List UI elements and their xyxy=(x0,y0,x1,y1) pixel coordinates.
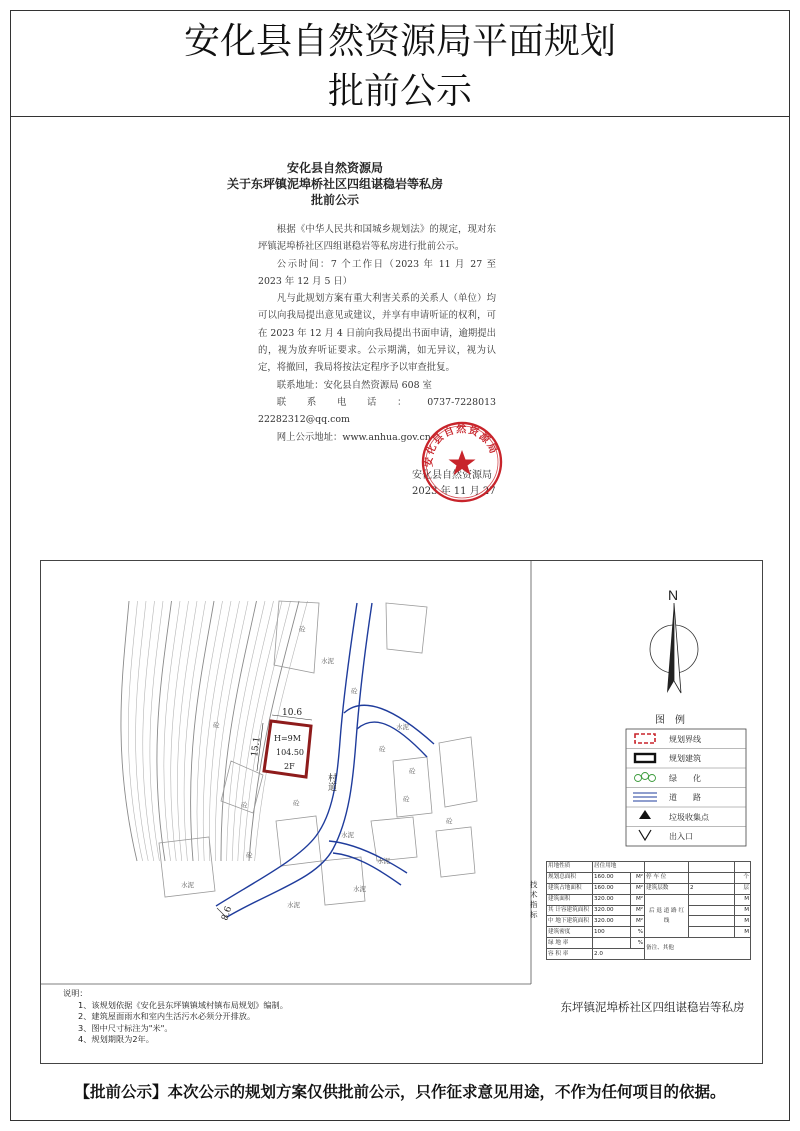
contour-line xyxy=(184,601,205,861)
map-label: 水泥 xyxy=(321,657,334,665)
notice-signature: 安化县自然资源局 xyxy=(412,470,492,481)
notice-rights-paragraph: 凡与此规划方案有重大利害关系的关系人（单位）均可以向我局提出意见或建议，并享有申请听证的权利，可在 2023 年 12 月 4 日前向我局提出书面申请，逾期提出的，视为放弃听证要求。公示期满，如无异议，视为认定，将撤回，我局将按法定程序予以审查批复。 xyxy=(258,293,496,374)
note-item: 4、规划期限为2年。 xyxy=(78,1034,154,1044)
greenery-circle xyxy=(649,775,656,782)
greenery-circle xyxy=(642,773,649,780)
table-cell: 320.00 xyxy=(593,894,631,905)
official-seal xyxy=(420,420,504,504)
existing-building xyxy=(436,827,475,877)
greenery-icon xyxy=(635,773,656,782)
notice-issuer: 安化县自然资源局 xyxy=(286,161,383,175)
legend-item-label: 规划界线 xyxy=(669,735,701,744)
legend-item-label: 道 路 xyxy=(669,793,701,802)
contour-line xyxy=(197,601,223,861)
map-label: 砼 xyxy=(379,745,386,753)
note-item: 1、该规划依据《安化县东坪镇镇域村镇布局规划》编制。 xyxy=(78,999,288,1010)
table-cell: M² xyxy=(631,894,645,905)
tech-indicators-table xyxy=(546,861,751,960)
north-arrow-icon xyxy=(650,587,698,693)
legend-title: 图 例 xyxy=(655,715,685,726)
table-cell: 160.00 xyxy=(593,883,631,894)
entrance-icon xyxy=(639,830,651,840)
building-floors-label: 2F xyxy=(284,762,295,771)
note-item: 2、建筑屋面雨水和室内生活污水必须分开排放。 xyxy=(78,1011,256,1021)
table-cell xyxy=(689,905,735,916)
map-label: 水泥 xyxy=(396,723,409,731)
map-label: 水泥 xyxy=(353,885,366,893)
table-cell: M xyxy=(735,905,751,916)
contour-line xyxy=(157,601,172,861)
table-row xyxy=(547,862,751,873)
existing-building xyxy=(393,757,432,817)
footer-disclaimer: 【批前公示】本次公示的规划方案仅供批前公示，只作征求意见用途，不作为任何项目的依据。 xyxy=(74,1082,726,1101)
road-icon xyxy=(633,793,657,801)
planning-boundary-icon xyxy=(635,734,655,743)
map-label: 砼 xyxy=(246,851,253,859)
table-cell: 2 xyxy=(689,883,735,894)
table-cell: 建筑层数 xyxy=(645,883,689,894)
notice-contact-address: 联系地址：安化县自然资源局 608 室 xyxy=(276,379,432,391)
table-cell: M² xyxy=(631,872,645,883)
map-label: 砼 xyxy=(409,767,416,775)
seal-star-icon xyxy=(449,450,476,475)
dimension-depth-label: 15.1 xyxy=(250,736,263,758)
contour-line xyxy=(209,601,239,861)
contour-line xyxy=(227,601,265,861)
map-label: 水泥 xyxy=(181,881,194,889)
seal-text-path: 安化县自然资源局 xyxy=(423,424,500,468)
table-cell: 用地性质 xyxy=(547,862,593,873)
table-cell: 100 xyxy=(593,927,631,938)
table-cell: 建筑占地面积 xyxy=(547,883,593,894)
table-cell: 建筑面积 xyxy=(547,894,593,905)
map-label: 水泥 xyxy=(287,901,300,909)
table-cell: 320.00 xyxy=(593,916,631,927)
table-cell: 320.00 xyxy=(593,905,631,916)
map-label: 砼 xyxy=(351,687,358,695)
north-arrow-half-light xyxy=(674,603,681,693)
legend-item-label: 垃圾收集点 xyxy=(669,813,709,822)
notice-body xyxy=(258,221,515,446)
table-cell xyxy=(645,862,689,873)
table-cell xyxy=(593,938,631,949)
notice-date: 2023 年 11 月 27 xyxy=(412,486,496,497)
map-label: 砼 xyxy=(213,721,220,729)
table-cell: M xyxy=(735,916,751,927)
header-divider xyxy=(10,116,790,117)
table-cell: 后 退 道 路 红 线 xyxy=(645,894,689,938)
map-label: 砼 xyxy=(241,801,248,809)
existing-buildings xyxy=(159,601,477,905)
table-cell: 层 xyxy=(735,883,751,894)
contour-line xyxy=(150,601,163,861)
existing-building xyxy=(439,737,477,807)
building-elevation-label: 104.50 xyxy=(276,748,304,757)
table-cell: 2.0 xyxy=(593,949,645,960)
table-cell: M² xyxy=(631,883,645,894)
legend xyxy=(626,729,746,846)
site-name: 东坪镇泥埠桥社区四组谌稳岩等私房 xyxy=(560,1000,745,1014)
lower-road-edge-upper xyxy=(329,841,407,873)
table-cell: 居住用地 xyxy=(593,862,645,873)
table-cell xyxy=(689,927,735,938)
lower-road-edge-lower xyxy=(333,853,401,885)
contour-line xyxy=(143,601,155,861)
branch-road-edge-lower xyxy=(357,722,427,757)
table-row xyxy=(547,894,751,905)
map-label: 砼 xyxy=(299,625,306,633)
table-cell: M xyxy=(735,894,751,905)
notice-period-paragraph: 公示时间：7 个工作日（2023 年 11 月 27 至 2023 年 12 月 5 日） xyxy=(258,258,496,287)
table-cell: 绿 地 率 xyxy=(547,938,593,949)
table-cell: 中 地下建筑面积 xyxy=(547,916,593,927)
contour-line xyxy=(121,601,137,861)
page-title: 安化县自然资源局平面规划 xyxy=(183,21,616,62)
notice-website: 网上公示地址：www.anhua.gov.cn xyxy=(276,431,431,443)
greenery-circle xyxy=(635,775,642,782)
existing-building xyxy=(386,603,427,653)
notes-title: 说明： xyxy=(63,988,88,998)
table-cell xyxy=(689,894,735,905)
table-cell: 规划总面积 xyxy=(547,872,593,883)
contour-line xyxy=(191,601,214,861)
notice-heading: 批前公示 xyxy=(310,193,359,207)
table-cell: % xyxy=(631,927,645,938)
note-item: 3、图中尺寸标注为"米"。 xyxy=(78,1022,173,1033)
table-cell: 停 车 位 xyxy=(645,872,689,883)
north-label: N xyxy=(668,587,679,603)
map-label: 砼 xyxy=(403,795,410,803)
dimension-road-label: 8.6 xyxy=(220,905,235,922)
table-cell: % xyxy=(631,938,645,949)
road-label: 村道 xyxy=(326,773,336,791)
table-cell: 其 计容建筑面积 xyxy=(547,905,593,916)
contour-line xyxy=(136,601,149,861)
planned-building-icon xyxy=(635,754,655,762)
table-cell: 建筑密度 xyxy=(547,927,593,938)
building-height-label: H=9M xyxy=(274,734,301,743)
contour-line xyxy=(221,601,257,861)
table-row xyxy=(547,883,751,894)
table-row xyxy=(547,872,751,883)
map-label: 砼 xyxy=(446,817,453,825)
table-cell xyxy=(735,862,751,873)
table-cell: 备注、其他 xyxy=(645,938,751,960)
map-label: 水泥 xyxy=(341,831,354,839)
table-cell xyxy=(689,916,735,927)
dimension-width-label: 10.6 xyxy=(282,708,303,718)
page-subtitle: 批前公示 xyxy=(327,71,472,112)
garbage-point-icon xyxy=(639,810,651,819)
legend-item-label: 绿 化 xyxy=(669,774,701,783)
map-label: 砼 xyxy=(293,799,300,807)
map-annotations xyxy=(181,624,453,909)
legend-item-label: 规划建筑 xyxy=(669,754,701,763)
plan-notes xyxy=(63,988,288,1046)
table-cell: 个 xyxy=(735,872,751,883)
table-cell: 容 积 率 xyxy=(547,949,593,960)
existing-building xyxy=(371,817,417,861)
notice-subject: 关于东坪镇泥埠桥社区四组谌稳岩等私房 xyxy=(226,177,443,191)
table-cell: 160.00 xyxy=(593,872,631,883)
map-label: 水泥 xyxy=(377,857,390,865)
notice-basis-paragraph: 根据《中华人民共和国城乡规划法》的规定，现对东坪镇泥埠桥社区四组谌稳岩等私房进行批前公示。 xyxy=(258,224,496,253)
table-cell: M² xyxy=(631,916,645,927)
table-cell xyxy=(689,862,735,873)
tech-indicators-label: 技术指标 xyxy=(530,880,538,919)
notice-contact-phone: 联系电话：0737-7228013 22282312@qq.com xyxy=(258,396,515,426)
table-row xyxy=(547,938,751,949)
existing-building xyxy=(321,857,365,905)
legend-item-label: 出入口 xyxy=(669,832,693,841)
table-cell: M² xyxy=(631,905,645,916)
existing-building xyxy=(276,816,321,866)
table-cell xyxy=(689,872,735,883)
north-arrow-half-dark xyxy=(667,603,674,693)
table-cell: M xyxy=(735,927,751,938)
